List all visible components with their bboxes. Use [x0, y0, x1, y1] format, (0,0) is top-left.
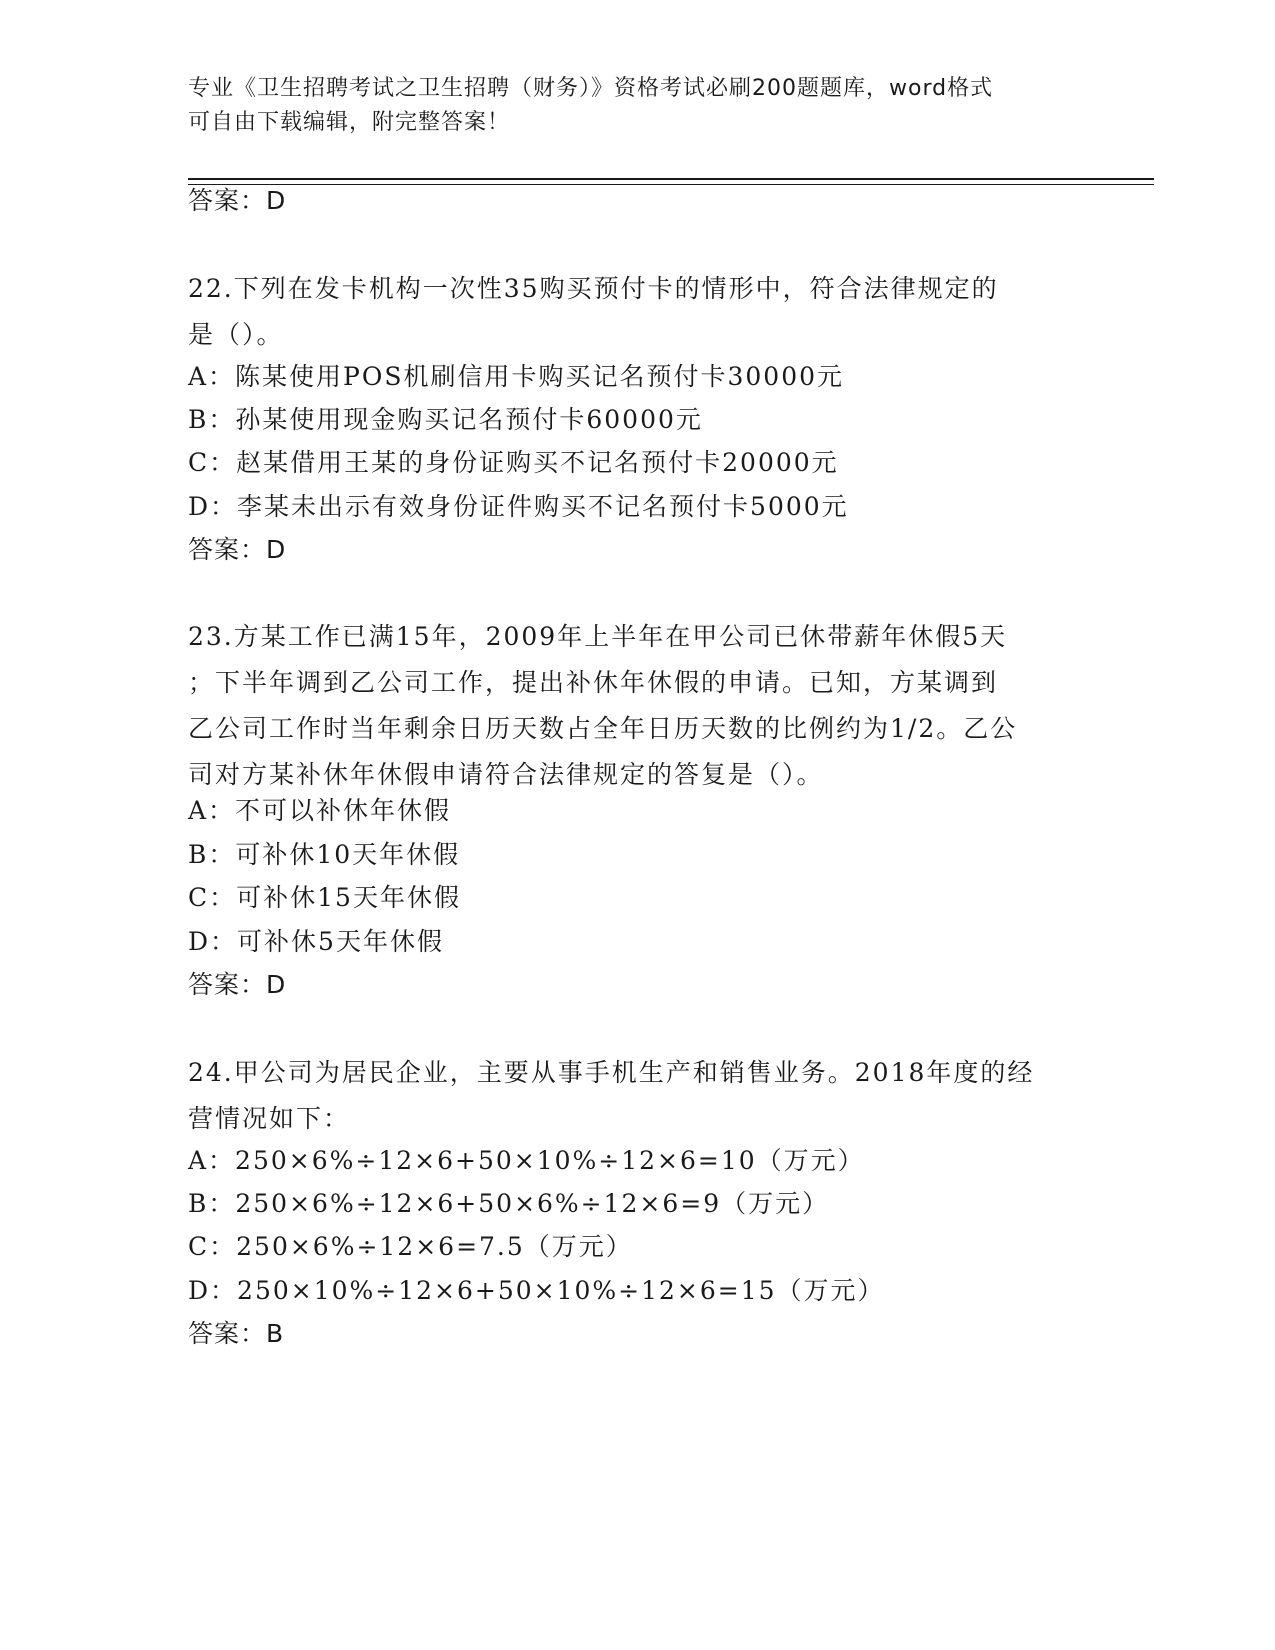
question-line: 24.甲公司为居民企业，主要从事手机生产和销售业务。2018年度的经 [188, 1058, 1035, 1087]
option-d: D：250×10%÷12×6+50×10%÷12×6=15（万元） [188, 1276, 885, 1305]
question-line: 是（）。 [188, 320, 284, 349]
option-d: D：可补休5天年休假 [188, 927, 444, 956]
question-22 [188, 266, 1088, 358]
option-b: B：可补休10天年休假 [188, 840, 461, 869]
option-a: A：不可以补休年休假 [188, 796, 452, 825]
option-c: C：赵某借用王某的身份证购买不记名预付卡20000元 [188, 448, 839, 477]
answer-23 [188, 970, 286, 1000]
question-line: ；下半年调到乙公司工作，提出补休年休假的申请。已知，方某调到 [188, 668, 999, 697]
question-line: 乙公司工作时当年剩余日历天数占全年日历天数的比例约为1/2。乙公 [188, 714, 1018, 743]
header-rule-thin [188, 184, 1154, 185]
question-line: 22.下列在发卡机构一次性35购买预付卡的情形中，符合法律规定的 [188, 274, 999, 303]
answer-value: D [266, 186, 287, 215]
answer-label: 答案： [188, 535, 267, 564]
option-a: A：250×6%÷12×6+50×10%÷12×6=10（万元） [188, 1146, 865, 1175]
option-d: D：李某未出示有效身份证件购买不记名预付卡5000元 [188, 492, 849, 521]
question-23 [188, 614, 1088, 798]
header-line-2: 可自由下载编辑，附完整答案！ [188, 110, 511, 135]
option-c: C：可补休15天年休假 [188, 883, 461, 912]
option-b: B：250×6%÷12×6+50×6%÷12×6=9（万元） [188, 1189, 830, 1218]
header-line-1: 专业《卫生招聘考试之卫生招聘（财务）》资格考试必刷200题题库，word格式 [188, 76, 994, 101]
option-c: C：250×6%÷12×6=7.5（万元） [188, 1232, 633, 1261]
option-b: B：孙某使用现金购买记名预付卡60000元 [188, 405, 703, 434]
header-rule-thick [188, 178, 1154, 180]
question-24 [188, 1050, 1088, 1142]
prev-answer [188, 186, 286, 216]
question-line: 司对方某补休年休假申请符合法律规定的答复是（）。 [188, 760, 824, 789]
answer-value: D [266, 535, 287, 564]
answer-value: D [266, 970, 287, 999]
answer-label: 答案： [188, 1319, 267, 1348]
question-line: 营情况如下： [188, 1104, 351, 1133]
answer-24 [188, 1319, 284, 1349]
answer-label: 答案： [188, 970, 267, 999]
document-header [188, 72, 1088, 140]
answer-22 [188, 535, 286, 565]
option-a: A：陈某使用POS机刷信用卡购买记名预付卡30000元 [188, 362, 845, 391]
question-line: 23.方某工作已满15年，2009年上半年在甲公司已休带薪年休假5天 [188, 622, 1008, 651]
answer-label: 答案： [188, 186, 267, 215]
answer-value: B [266, 1319, 285, 1348]
